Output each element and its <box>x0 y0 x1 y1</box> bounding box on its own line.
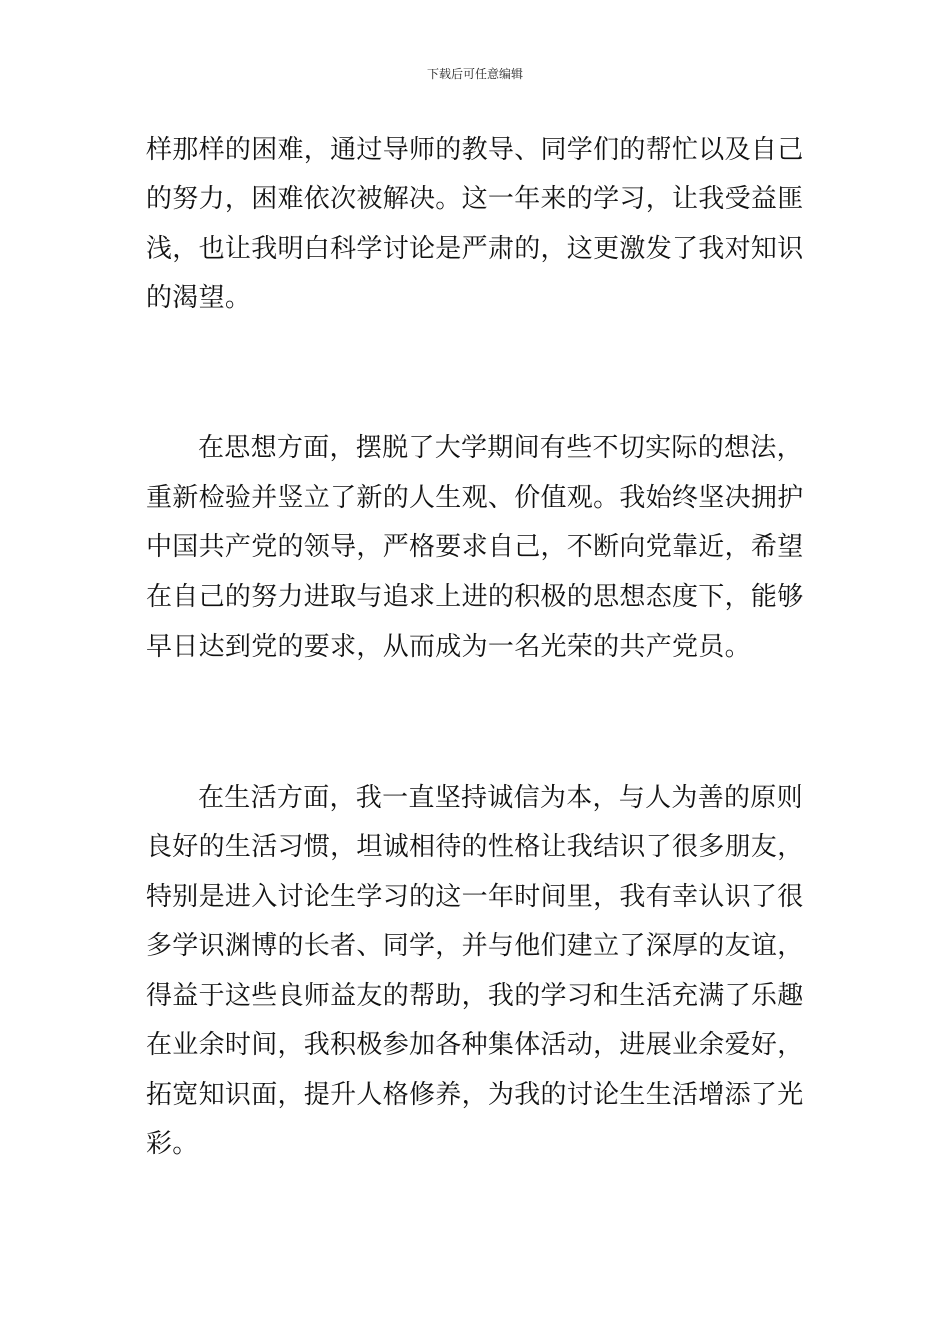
paragraph-line: 得益于这些良师益友的帮助，我的学习和生活充满了乐趣 <box>146 981 804 1011</box>
paragraph-line: 多学识渊博的长者、同学，并与他们建立了深厚的友谊， <box>146 931 804 961</box>
paragraph-line: 在自己的努力进取与追求上进的积极的思想态度下，能够 <box>146 582 804 612</box>
paragraph-line: 彩。 <box>146 1129 199 1159</box>
paragraph-line: 的渴望。 <box>146 283 252 313</box>
paragraph-line: 的努力，困难依次被解决。这一年来的学习，让我受益匪 <box>146 184 804 214</box>
paragraph-line: 拓宽知识面，提升人格修养，为我的讨论生生活增添了光 <box>146 1080 804 1110</box>
paragraph-line: 特别是进入讨论生学习的这一年时间里，我有幸认识了很 <box>146 882 804 912</box>
paragraph-line: 良好的生活习惯，坦诚相待的性格让我结识了很多朋友， <box>146 832 804 862</box>
paragraph-line: 早日达到党的要求，从而成为一名光荣的共产党员。 <box>146 632 751 662</box>
page-header: 下载后可任意编辑 <box>426 67 523 81</box>
paragraph-line: 在生活方面，我一直坚持诚信为本，与人为善的原则 <box>198 783 803 813</box>
paragraph-line: 在业余时间，我积极参加各种集体活动，进展业余爱好， <box>146 1030 804 1060</box>
paragraph-line: 样那样的困难，通过导师的教导、同学们的帮忙以及自己 <box>146 135 804 165</box>
paragraph-line: 在思想方面，摆脱了大学期间有些不切实际的想法， <box>198 433 803 463</box>
paragraph-line: 中国共产党的领导，严格要求自己，不断向党靠近，希望 <box>146 532 804 562</box>
paragraph-line: 重新检验并竖立了新的人生观、价值观。我始终坚决拥护 <box>146 483 804 513</box>
paragraph-line: 浅，也让我明白科学讨论是严肃的，这更激发了我对知识 <box>146 234 804 264</box>
